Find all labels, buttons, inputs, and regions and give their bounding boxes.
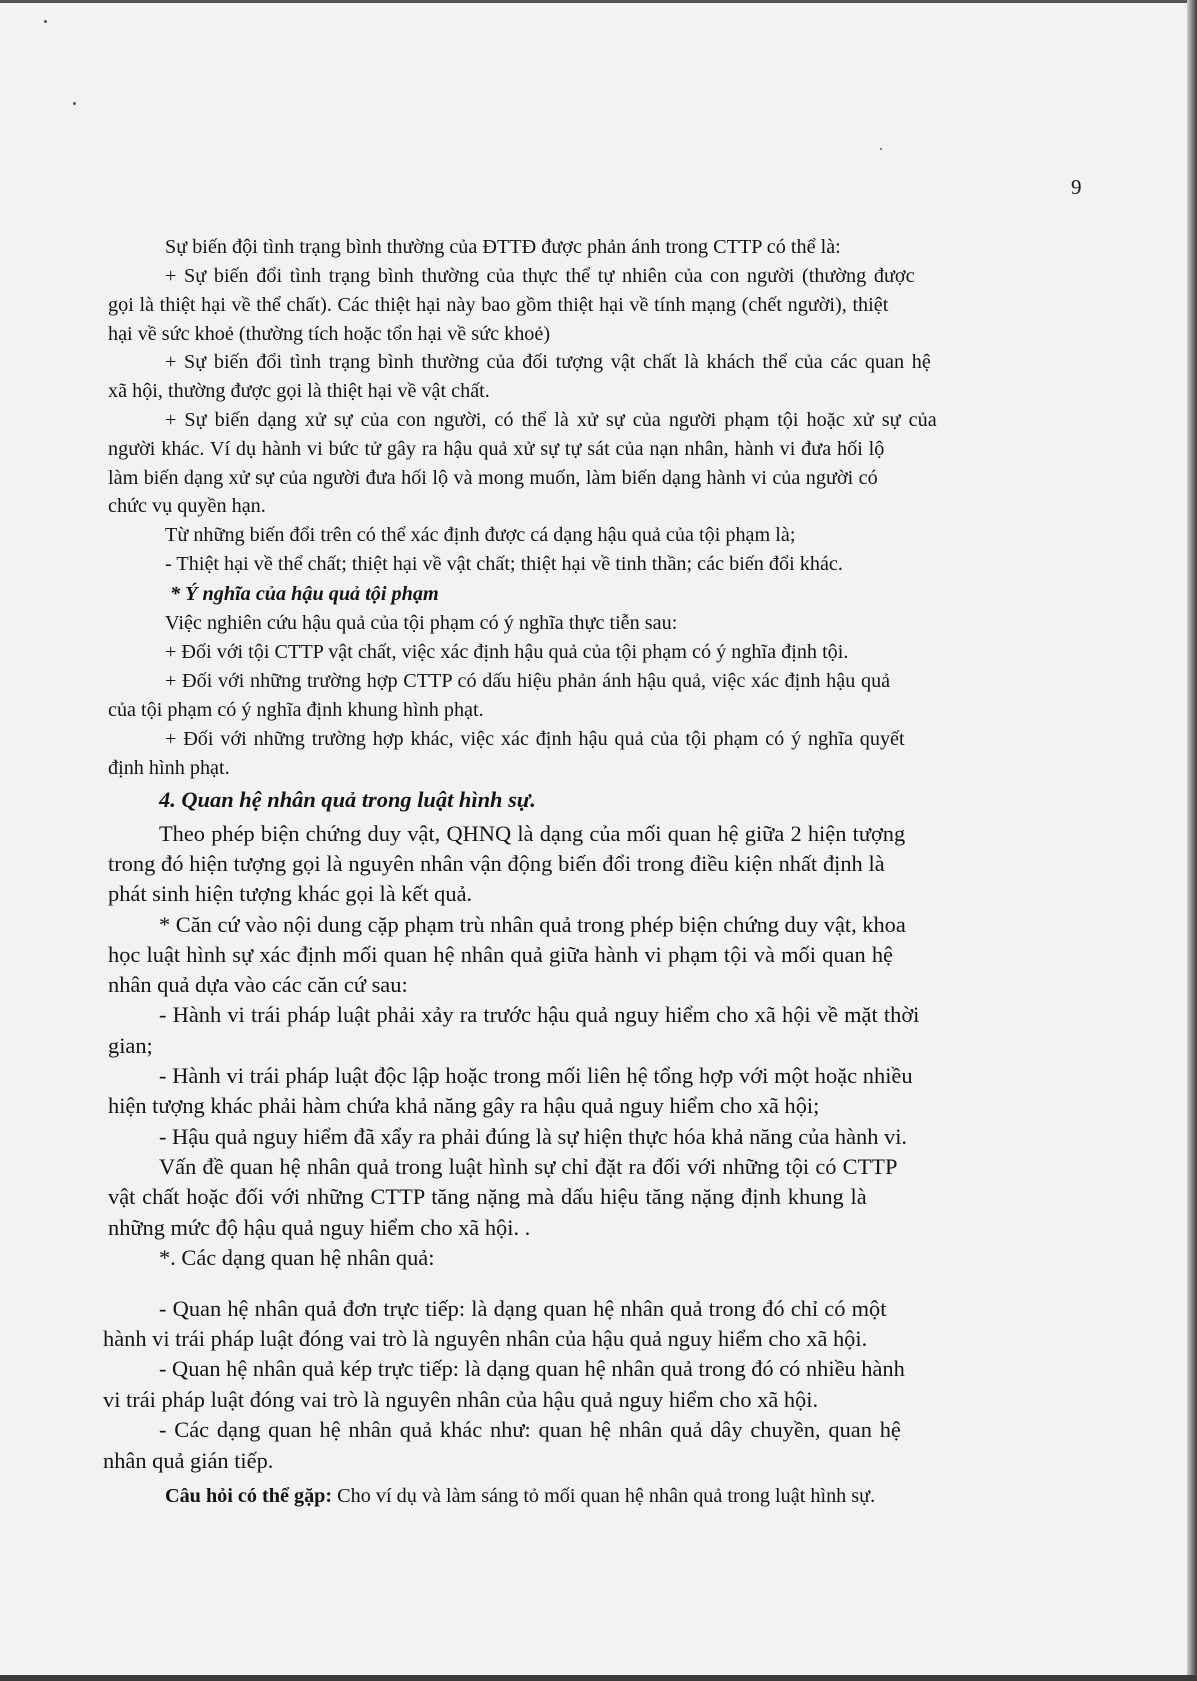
scan-speck [44,20,47,23]
text-line: - Hành vi trái pháp luật độc lập hoặc trong mối liên hệ tổng hợp với một hoặc nhiều [159,1063,913,1088]
text-line: làm biến dạng xử sự của người đưa hối lộ và mong muốn, làm biến dạng hành vi của người có [108,467,878,489]
question-text: Cho ví dụ và làm sáng tỏ mối quan hệ nhân quả trong luật hình sự. [332,1485,876,1507]
text-line: + Sự biến đổi tình trạng bình thường của đối tượng vật chất là khách thể của các quan hệ [165,351,931,373]
section-heading: 4. Quan hệ nhân quả trong luật hình sự. [159,787,536,812]
text-line: vi trái pháp luật đóng vai trò là nguyên nhân của hậu quả nguy hiểm cho xã hội. [103,1387,819,1412]
text-line: + Đối với tội CTTP vật chất, việc xác định hậu quả của tội phạm có ý nghĩa định tội. [165,641,849,663]
text-line: hại về sức khoẻ (thường tích hoặc tổn hại về sức khoẻ) [108,323,551,345]
scan-edge-top [0,0,1197,3]
scan-edge-bottom [0,1675,1197,1681]
text-line: của tội phạm có ý nghĩa định khung hình phạt. [108,699,484,721]
text-line: + Đối với những trường hợp CTTP có dấu hiệu phản ánh hậu quả, việc xác định hậu quả [165,670,891,692]
text-line: xã hội, thường được gọi là thiệt hại về vật chất. [108,380,490,402]
text-line: - Hậu quả nguy hiểm đã xẩy ra phải đúng là sự hiện thực hóa khả năng của hành vi. [159,1124,908,1149]
text-line: - Các dạng quan hệ nhân quả khác như: quan hệ nhân quả dây chuyền, quan hệ [159,1417,901,1442]
text-line: + Đối với những trường hợp khác, việc xác định hậu quả của tội phạm có ý nghĩa quyết [165,728,905,750]
text-line: - Quan hệ nhân quả đơn trực tiếp: là dạng quan hệ nhân quả trong đó chỉ có một [159,1296,887,1321]
text-line: Từ những biến đổi trên có thể xác định được cá dạng hậu quả của tội phạm là; [165,524,796,546]
page-number: 9 [1071,175,1082,199]
text-line: nhân quả gián tiếp. [103,1448,274,1473]
text-line: vật chất hoặc đối với những CTTP tăng nặng mà dấu hiệu tăng nặng định khung là [108,1184,867,1209]
text-line: gian; [108,1033,153,1058]
scan-speck [880,148,882,150]
text-line: - Quan hệ nhân quả kép trực tiếp: là dạng quan hệ nhân quả trong đó có nhiều hành [159,1356,905,1381]
text-line: trong đó hiện tượng gọi là nguyên nhân vận động biến đổi trong điều kiện nhất định là [108,851,885,876]
text-line: + Sự biến dạng xử sự của con người, có thể là xử sự của người phạm tội hoặc xử sự của [165,409,937,431]
review-question [165,1486,875,1506]
text-line: người khác. Ví dụ hành vi bức tử gây ra hậu quả xử sự tự sát của nạn nhân, hành vi đưa hối lộ [108,438,885,460]
text-line: Sự biến đội tình trạng bình thường của ĐTTĐ được phản ánh trong CTTP có thể là: [165,236,841,258]
text-line: Vấn đề quan hệ nhân quả trong luật hình sự chỉ đặt ra đối với những tội có CTTP [159,1154,898,1179]
text-line: nhân quả dựa vào các căn cứ sau: [108,972,408,997]
text-line: định hình phạt. [108,757,230,779]
text-line: học luật hình sự xác định mối quan hệ nhân quả giữa hành vi phạm tội và mối quan hệ [108,942,893,967]
text-line: - Thiệt hại về thể chất; thiệt hại về vật chất; thiệt hại về tinh thần; các biến đổi khác. [165,553,843,575]
text-line: chức vụ quyền hạn. [108,495,266,517]
scan-speck [73,102,76,105]
text-line: gọi là thiệt hại về thể chất). Các thiệt hại này bao gồm thiệt hại về tính mạng (chết người), thiệt [108,294,889,316]
question-label: Câu hỏi có thể gặp: [165,1485,333,1507]
text-line: - Hành vi trái pháp luật phải xảy ra trước hậu quả nguy hiểm cho xã hội về mặt thời [159,1002,920,1027]
text-line: Theo phép biện chứng duy vật, QHNQ là dạng của mối quan hệ giữa 2 hiện tượng [159,821,906,846]
text-line: * Căn cứ vào nội dung cặp phạm trù nhân quả trong phép biện chứng duy vật, khoa [159,912,906,937]
text-line: *. Các dạng quan hệ nhân quả: [159,1245,435,1270]
text-line: Việc nghiên cứu hậu quả của tội phạm có ý nghĩa thực tiễn sau: [165,612,678,634]
text-line: hiện tượng khác phải hàm chứa khả năng gây ra hậu quả nguy hiểm cho xã hội; [108,1093,820,1118]
text-line: phát sinh hiện tượng khác gọi là kết quả. [108,881,473,906]
text-line: hành vi trái pháp luật đóng vai trò là nguyên nhân của hậu quả nguy hiểm cho xã hội. [103,1326,868,1351]
section-heading: * Ý nghĩa của hậu quả tội phạm [170,583,439,605]
text-line: + Sự biến đổi tình trạng bình thường của thực thể tự nhiên của con người (thường được [165,265,915,287]
text-line: những mức độ hậu quả nguy hiểm cho xã hội. . [108,1215,531,1240]
scan-edge-right [1187,0,1197,1681]
